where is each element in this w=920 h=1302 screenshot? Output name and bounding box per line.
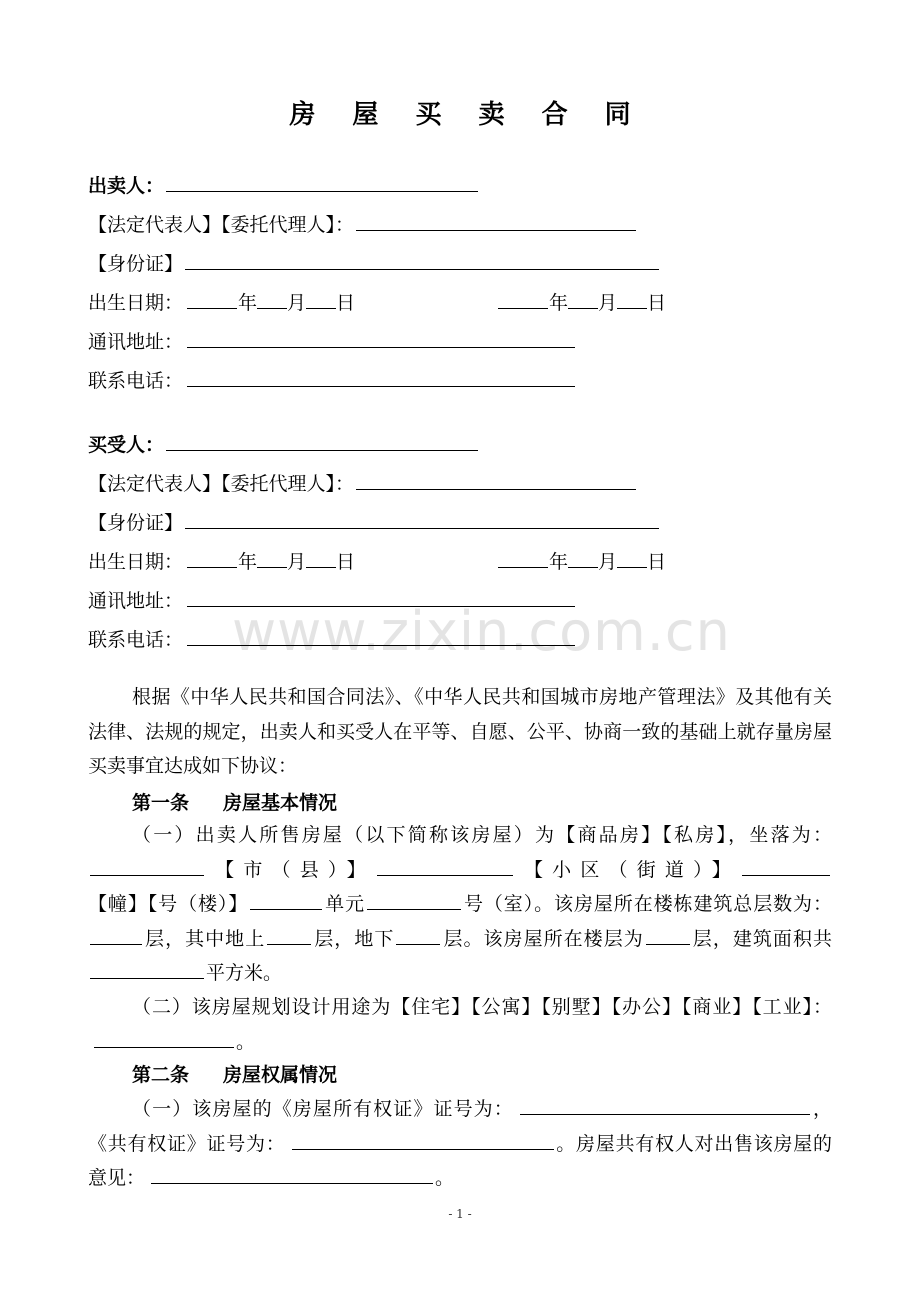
buyer-birth2-year-blank[interactable]: [498, 547, 548, 568]
buyer-rep-label: 【法定代表人】【委托代理人】：: [88, 473, 355, 495]
clause-text: 。: [435, 1167, 455, 1189]
buyer-birth-month-blank[interactable]: [257, 547, 287, 568]
buyer-birth2-day-blank[interactable]: [617, 547, 647, 568]
clause-text: 层，建筑面积共: [691, 927, 832, 950]
buyer-address-blank[interactable]: [187, 586, 575, 607]
unit-blank[interactable]: [250, 889, 322, 910]
buyer-birth-row-2: [498, 547, 666, 575]
seller-name-row: [88, 171, 480, 199]
buyer-label: 买受人：: [88, 434, 165, 456]
document-title: 房 屋 买 卖 合 同: [289, 100, 645, 130]
buyer-birth-label: 出生日期：: [88, 551, 184, 573]
seller-birth-row-2: [498, 288, 666, 316]
co-ownership-cert-blank[interactable]: [292, 1129, 554, 1150]
clause-text: 层，地下: [313, 927, 395, 950]
seller-birth-row: [88, 288, 355, 316]
buyer-id-row: [88, 508, 661, 536]
clause-text: 平方米。: [206, 962, 283, 984]
clause-text: 。: [236, 1030, 256, 1053]
seller-phone-blank[interactable]: [187, 366, 575, 387]
seller-birth-label: 出生日期：: [88, 292, 184, 314]
month-label: 月: [287, 292, 307, 314]
clause-text: （二）该房屋规划设计用途为【住宅】【公寓】【别墅】【办公】【商业】【工业】：: [132, 996, 832, 1018]
clause-text: 。房屋共有权人对出售该房屋的意见：: [88, 1132, 832, 1189]
building-blank[interactable]: [742, 855, 830, 876]
article-2-number: 第二条: [132, 1064, 190, 1086]
article-1-clause-1: [88, 818, 832, 991]
article-1-heading: [132, 790, 337, 816]
seller-birth-month-blank[interactable]: [257, 288, 287, 309]
page-number: - 1 -: [448, 1207, 472, 1221]
seller-birth2-month-blank[interactable]: [568, 288, 598, 309]
buyer-name-row: [88, 430, 480, 458]
seller-birth2-day-blank[interactable]: [617, 288, 647, 309]
seller-rep-row: [88, 210, 638, 238]
seller-id-label: 【身份证】: [88, 253, 184, 275]
year-label: 年: [549, 292, 569, 314]
buyer-id-label: 【身份证】: [88, 512, 184, 534]
buyer-phone-blank[interactable]: [187, 625, 575, 646]
seller-address-blank[interactable]: [187, 327, 575, 348]
buyer-address-row: [88, 586, 577, 614]
buyer-birth-row: [88, 547, 355, 575]
buyer-id-blank[interactable]: [185, 508, 659, 529]
seller-label: 出卖人：: [88, 175, 165, 197]
clause-text: 号（室）。该房屋所在楼栋建筑总层数为：: [463, 893, 832, 915]
clause-text: 【小区（街道）】: [514, 858, 740, 881]
year-label: 年: [238, 551, 258, 573]
clause-text: （一）出卖人所售房屋（以下简称该房屋）为【商品房】【私房】，坐落为：: [132, 824, 832, 846]
month-label: 月: [598, 292, 618, 314]
seller-birth-day-blank[interactable]: [306, 288, 336, 309]
day-label: 日: [336, 551, 356, 573]
seller-phone-label: 联系电话：: [88, 370, 184, 392]
buyer-birth-day-blank[interactable]: [306, 547, 336, 568]
seller-rep-label: 【法定代表人】【委托代理人】：: [88, 214, 355, 236]
seller-address-label: 通讯地址：: [88, 331, 184, 353]
ownership-cert-blank[interactable]: [520, 1094, 810, 1115]
article-2-heading: [132, 1062, 337, 1088]
area-blank[interactable]: [90, 958, 204, 979]
month-label: 月: [598, 551, 618, 573]
clause-text: 单元: [324, 893, 366, 915]
buyer-rep-blank[interactable]: [356, 469, 636, 490]
seller-id-row: [88, 249, 661, 277]
buyer-birth2-month-blank[interactable]: [568, 547, 598, 568]
clause-text: 【市（县）】: [206, 858, 375, 881]
total-floors-blank[interactable]: [90, 924, 142, 945]
article-2-clause-1: [88, 1092, 832, 1196]
seller-birth-year-blank[interactable]: [187, 288, 237, 309]
seller-name-blank[interactable]: [166, 171, 478, 192]
usage-blank[interactable]: [94, 1027, 234, 1048]
buyer-birth-year-blank[interactable]: [187, 547, 237, 568]
article-2-title: 房屋权属情况: [223, 1064, 338, 1086]
buyer-address-label: 通讯地址：: [88, 590, 184, 612]
seller-phone-row: [88, 366, 577, 394]
month-label: 月: [287, 551, 307, 573]
seller-rep-blank[interactable]: [356, 210, 636, 231]
buyer-phone-row: [88, 625, 577, 653]
room-blank[interactable]: [367, 889, 461, 910]
day-label: 日: [336, 292, 356, 314]
clause-text: （一）该房屋的《房屋所有权证》证号为：: [132, 1098, 514, 1120]
preamble-paragraph: 根据《中华人民共和国合同法》、《中华人民共和国城市房地产管理法》及其他有关法律、法规的规定，出卖人和买受人在平等、自愿、公平、协商一致的基础上就存量房屋买卖事宜达成如下协议：: [88, 686, 832, 777]
seller-address-row: [88, 327, 577, 355]
city-blank[interactable]: [90, 855, 204, 876]
clause-text: 层。该房屋所在楼层为: [442, 927, 644, 950]
year-label: 年: [549, 551, 569, 573]
clause-text: 【幢】【号（楼）】: [88, 893, 249, 915]
clause-text: 层，其中地上: [144, 927, 266, 950]
seller-id-blank[interactable]: [185, 249, 659, 270]
above-ground-floors-blank[interactable]: [267, 924, 311, 945]
article-1-title: 房屋基本情况: [223, 792, 338, 814]
buyer-phone-label: 联系电话：: [88, 629, 184, 651]
co-owner-opinion-blank[interactable]: [151, 1163, 433, 1184]
clause-text: ，: [811, 1098, 832, 1120]
underground-floors-blank[interactable]: [396, 924, 440, 945]
article-1-clause-2: [88, 990, 832, 1059]
clause-text: 《共有权证》证号为：: [88, 1132, 286, 1155]
day-label: 日: [647, 292, 667, 314]
day-label: 日: [647, 551, 667, 573]
district-blank[interactable]: [377, 855, 513, 876]
floor-blank[interactable]: [646, 924, 690, 945]
buyer-rep-row: [88, 469, 638, 497]
article-1-number: 第一条: [132, 792, 190, 814]
year-label: 年: [238, 292, 258, 314]
buyer-name-blank[interactable]: [166, 430, 478, 451]
watermark: www.zixin.com.cn: [232, 600, 731, 663]
seller-birth2-year-blank[interactable]: [498, 288, 548, 309]
